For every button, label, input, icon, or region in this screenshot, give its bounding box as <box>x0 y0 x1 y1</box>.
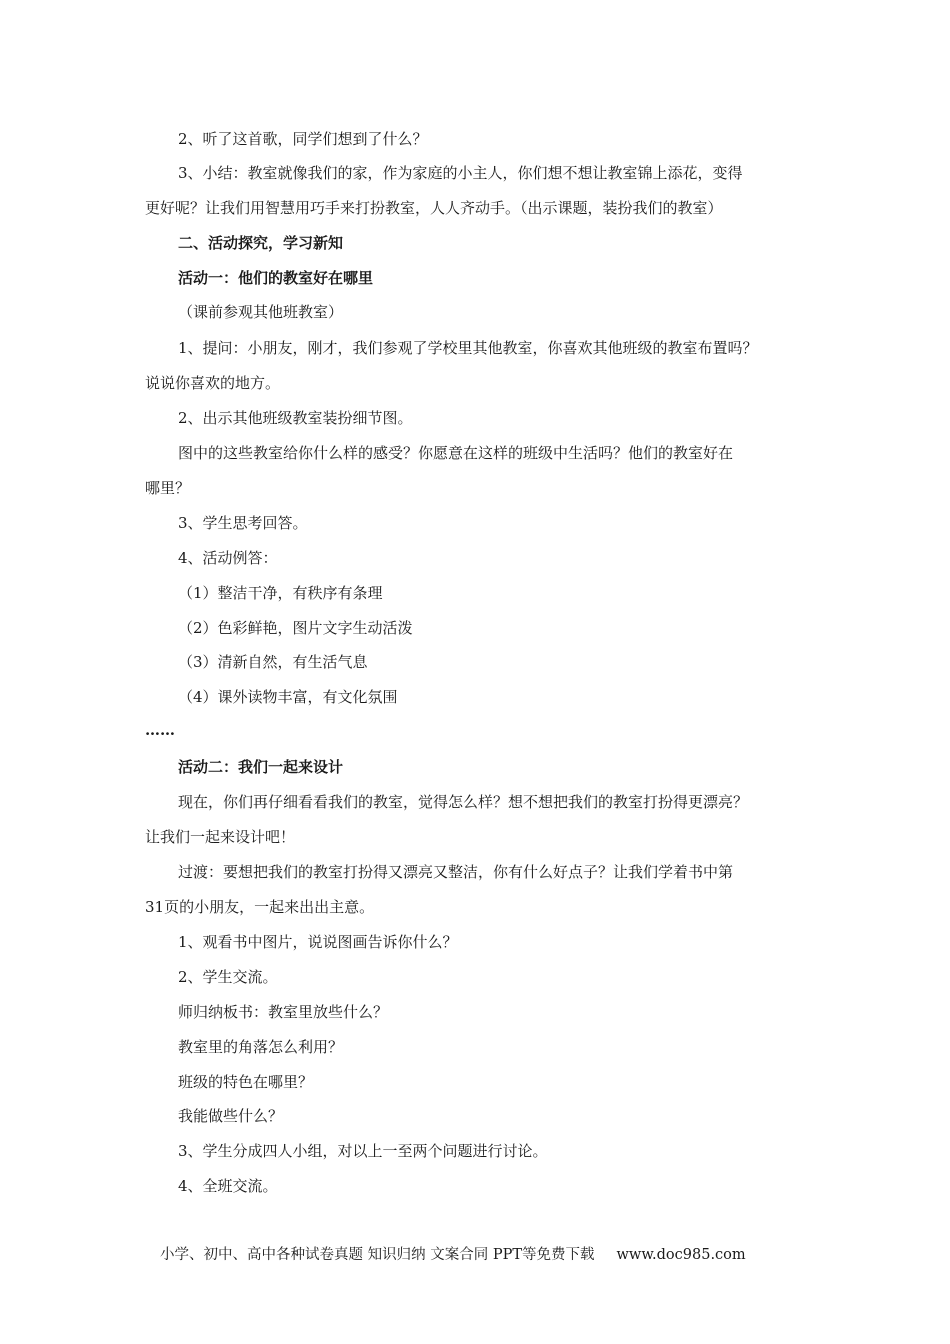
footer-text: 小学、初中、高中各种试卷真题 知识归纳 文案合同 PPT等免费下载 <box>160 1247 595 1263</box>
ellipsis: …… <box>145 721 175 739</box>
paragraph-transition-cont: 31页的小朋友，一起来出出主意。 <box>145 898 375 916</box>
paragraph-pre-visit: （课前参观其他班教室） <box>178 303 344 321</box>
paragraph-summary: 3、小结：教室就像我们的家，作为家庭的小主人，你们想不想让教室锦上添花，变得 <box>178 164 743 182</box>
activity-two-heading: 活动二：我们一起来设计 <box>178 758 344 776</box>
paragraph-look-again-cont: 让我们一起来设计吧！ <box>145 828 296 846</box>
footer-url[interactable]: www.doc985.com <box>616 1247 746 1263</box>
paragraph-view-pictures: 1、观看书中图片，说说图画告诉你什么？ <box>178 933 458 951</box>
paragraph-features: 班级的特色在哪里？ <box>178 1073 314 1091</box>
paragraph-question-cont: 说说你喜欢的地方。 <box>145 374 281 392</box>
paragraph-example-answers: 4、活动例答： <box>178 549 278 567</box>
paragraph-group-discussion: 3、学生分成四人小组，对以上一至两个问题进行讨论。 <box>178 1142 548 1160</box>
list-item: （3）清新自然，有生活气息 <box>178 653 368 671</box>
section-heading: 二、活动探究，学习新知 <box>178 234 344 252</box>
paragraph-question: 1、提问：小朋友，刚才，我们参观了学校里其他教室，你喜欢其他班级的教室布置吗？ <box>178 339 758 357</box>
activity-one-heading: 活动一：他们的教室好在哪里 <box>178 269 374 287</box>
paragraph-what-can-i-do: 我能做些什么？ <box>178 1107 284 1125</box>
paragraph-feelings: 图中的这些教室给你什么样的感受？你愿意在这样的班级中生活吗？他们的教室好在 <box>178 444 734 462</box>
paragraph-song-question: 2、听了这首歌，同学们想到了什么？ <box>178 130 428 148</box>
paragraph-summary-cont: 更好呢？让我们用智慧用巧手来打扮教室，人人齐动手。（出示课题，装扮我们的教室） <box>145 199 723 217</box>
paragraph-students-answer: 3、学生思考回答。 <box>178 514 308 532</box>
paragraph-student-exchange: 2、学生交流。 <box>178 968 278 986</box>
paragraph-corners: 教室里的角落怎么利用？ <box>178 1038 344 1056</box>
page-footer <box>160 1244 746 1266</box>
paragraph-blackboard: 师归纳板书：教室里放些什么？ <box>178 1003 389 1021</box>
paragraph-feelings-cont: 哪里？ <box>145 479 191 497</box>
list-item: （1）整洁干净，有秩序有条理 <box>178 584 383 602</box>
list-item: （4）课外读物丰富，有文化氛围 <box>178 688 398 706</box>
paragraph-look-again: 现在，你们再仔细看看我们的教室，觉得怎么样？想不想把我们的教室打扮得更漂亮？ <box>178 793 749 811</box>
paragraph-show-pictures: 2、出示其他班级教室装扮细节图。 <box>178 409 413 427</box>
paragraph-class-exchange: 4、全班交流。 <box>178 1177 278 1195</box>
paragraph-transition: 过渡：要想把我们的教室打扮得又漂亮又整洁，你有什么好点子？让我们学着书中第 <box>178 863 734 881</box>
list-item: （2）色彩鲜艳，图片文字生动活泼 <box>178 619 413 637</box>
